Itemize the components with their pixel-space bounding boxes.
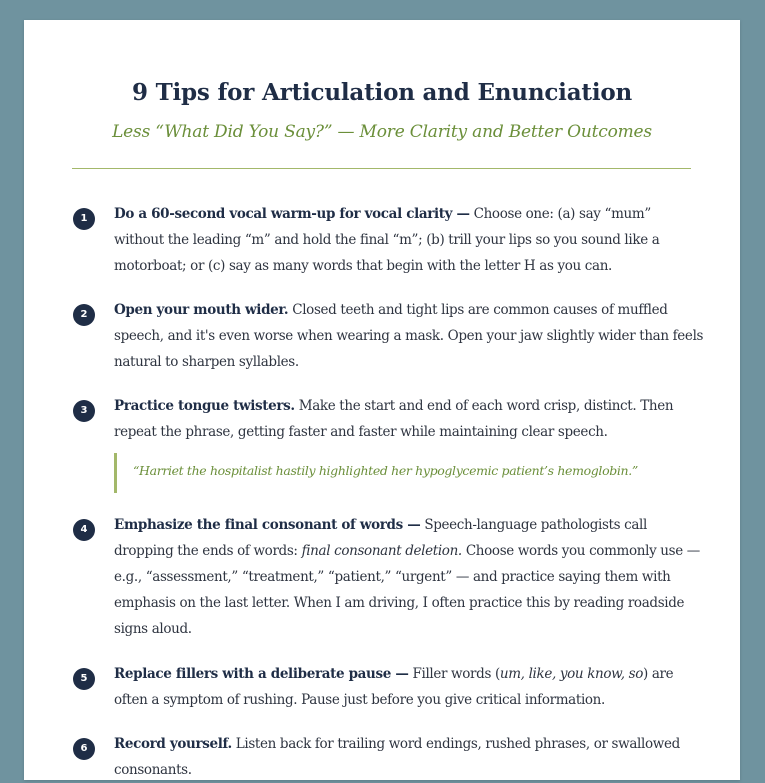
tip-body-emphasis: final consonant deletion.: [301, 543, 462, 559]
tip-text: [114, 661, 704, 713]
tip-text: [114, 297, 704, 375]
tip-body: Filler words (: [408, 666, 500, 682]
tip-text: [114, 201, 704, 279]
tip-heading: Practice tongue twisters.: [114, 398, 295, 414]
tip-number-badge: 5: [73, 668, 95, 690]
tip-text: [114, 731, 704, 783]
tip-body: ) are often a symptom of rushing. Pause just before you give critical information.: [114, 666, 674, 708]
page-title: 9 Tips for Articulation and Enunciation: [131, 79, 633, 106]
tip-body-emphasis: um, like, you know, so: [499, 666, 643, 682]
tip-body: Make the start and end of each word crisp, distinct. Then repeat the phrase, getting faster and faster while maintaining clear speech.: [114, 398, 674, 440]
title-divider: [72, 168, 691, 169]
tip-body: Choose words you commonly use — e.g., “assessment,” “treatment,” “patient,” “urgent” — and practice saying them with emphasis on the last letter. When I am driving, I often practice this by reading roadside signs aloud.: [114, 543, 700, 637]
quote-text: “Harriet the hospitalist hastily highlighted her hypoglycemic patient’s hemoglobin.”: [133, 463, 638, 478]
tip-text: [114, 393, 704, 445]
tip-heading: Do a 60-second vocal warm-up for vocal clarity —: [114, 206, 470, 222]
tip-heading: Record yourself.: [114, 736, 232, 752]
tip-body: Closed teeth and tight lips are common causes of muffled speech, and it's even worse when wearing a mask. Open your jaw slightly wider than feels natural to sharpen syllables.: [114, 302, 704, 370]
document-page: [24, 20, 740, 780]
tip-text: [114, 512, 704, 642]
tip-heading: Open your mouth wider.: [114, 302, 289, 318]
tongue-twister-quote: [114, 453, 707, 493]
tip-number-badge: 2: [73, 304, 95, 326]
tip-number-badge: 1: [73, 208, 95, 230]
tip-body: Listen back for trailing word endings, rushed phrases, or swallowed consonants.: [114, 736, 680, 778]
tip-heading: Replace fillers with a deliberate pause —: [114, 666, 409, 682]
tip-body: Choose one: (a) say “mum” without the leading “m” and hold the final “m”; (b) trill your lips so you sound like a motorboat; or (c) say as many words that begin with the letter H as you can.: [114, 206, 660, 274]
tip-body: Speech-language pathologists call dropping the ends of words:: [114, 517, 647, 559]
tip-number-badge: 4: [73, 519, 95, 541]
page-subtitle: Less “What Did You Say?” — More Clarity and Better Outcomes: [112, 122, 652, 142]
tip-number-badge: 6: [73, 738, 95, 760]
tip-number-badge: 3: [73, 400, 95, 422]
tip-heading: Emphasize the final consonant of words —: [114, 517, 421, 533]
